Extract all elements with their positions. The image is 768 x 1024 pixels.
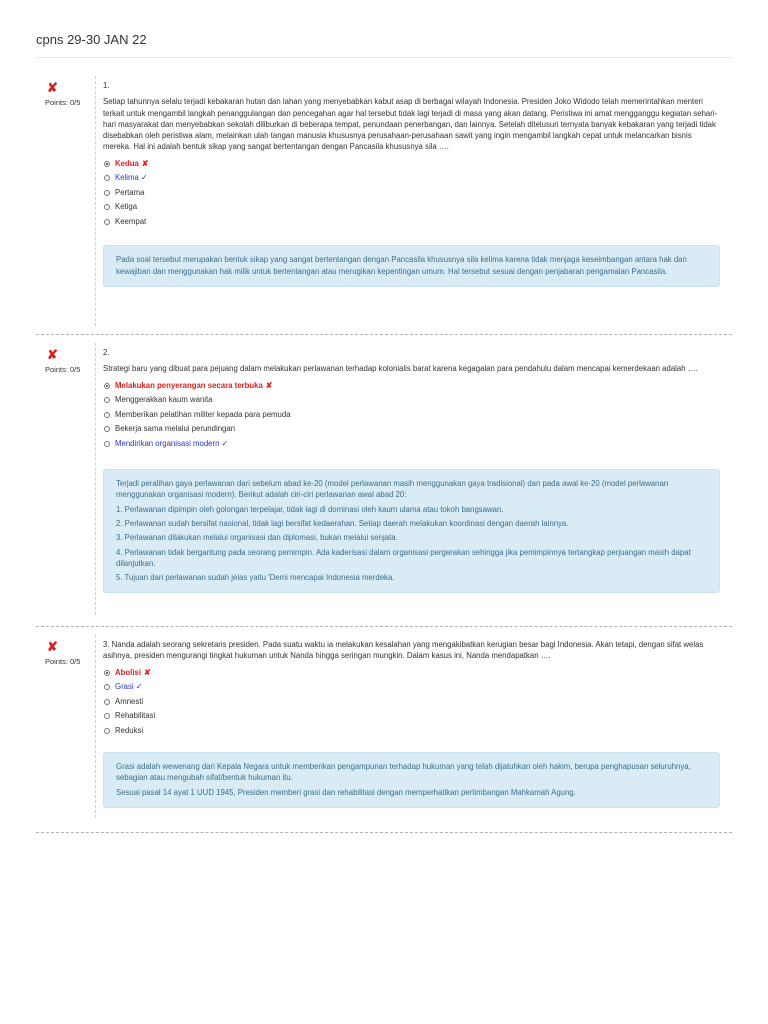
question-text: 3. Nanda adalah seorang sekretaris presiden. Pada suatu waktu ia melakukan kesalahan yang mengakibatkan kerugian besar bagi Indonesia. Akan tetapi, dengan sifat welas asihnya, presiden mengurangi tingkat hukuman untuk Nanda hingga seringan mungkin. Dalam kasus ini, Nanda mendapatkan …. (103, 640, 704, 661)
explanation-paragraph: Pada soal tersebut merupakan bentuk sikap yang sangat bertentangan dengan Pancasila khususnya sila kelima karena tidak menjaga keseimbangan antara hak dan kewajiban dan menggunakan hak milik untuk bertentangan atau merugikan kepentingan umum. Hal tersebut sesuai dengan penjabaran pengamalan Pancasila. (116, 255, 687, 276)
explanation-paragraph: 5. Tujuan dari perlawanan sudah jelas yaitu 'Demi mencapai Indonesia merdeka. (116, 573, 395, 583)
question-text: Strategi baru yang dibuat para pejuang dalam melakukan perlawanan terhadap kolonialis barat karena kegagalan para pendahulu dalam mencapai kemerdekaan adalah …. (103, 364, 698, 374)
answer-options (103, 157, 720, 230)
question-body (103, 639, 720, 808)
option-label: Menggerakkan kaum wanita (115, 395, 213, 405)
radio-icon[interactable] (104, 190, 110, 196)
answer-option[interactable] (103, 680, 720, 695)
incorrect-icon: ✘ (47, 347, 58, 362)
answer-explanation (103, 245, 720, 287)
wrong-answer-icon: ✘ (265, 380, 273, 390)
option-label: Bekerja sama melalui perundingan (115, 424, 236, 434)
question-separator (36, 832, 732, 833)
option-label: Rehabilitasi (115, 711, 156, 721)
answer-option[interactable] (103, 695, 720, 710)
answer-option[interactable] (103, 666, 720, 681)
radio-icon[interactable] (104, 397, 110, 403)
radio-selected-icon[interactable] (104, 161, 110, 167)
option-label: Abolisi (115, 667, 141, 677)
answer-option[interactable] (103, 422, 720, 437)
points-label: Points: 0/5 (45, 98, 81, 107)
answer-option[interactable] (103, 186, 720, 201)
question-body (103, 80, 720, 287)
points-label: Points: 0/5 (45, 365, 81, 374)
answer-option[interactable] (103, 408, 720, 423)
top-divider (36, 57, 732, 58)
question-divider (95, 76, 96, 326)
radio-selected-icon[interactable] (104, 383, 110, 389)
answer-explanation (103, 752, 720, 808)
points-label: Points: 0/5 (45, 657, 81, 666)
option-label: Memberikan pelatihan militer kepada para pemuda (115, 409, 291, 419)
option-label: Mendirikan organisasi modern (115, 438, 220, 448)
question-text: Setiap tahunnya selalu terjadi kebakaran hutan dan lahan yang menyebabkan kabut asap di berbagai wilayah Indonesia. Presiden Joko Widodo telah memerintahkan menteri terkait untuk mengambil langkah penanggulangan dan pencegahan agar hal tersebut tidak lagi terjadi di masa yang akan datang. Peristiwa ini amat mengganggu kegiatan sehari-hari masyarakat dan menyebabkan sekolah diliburkan di beberapa tempat, penundaan penerbangan, dan lainnya. Setelah ditelusuri ternyata banyak kebakaran yang terjadi tidak disebabkan oleh peristiwa alam, melainkan ulah tangan manusia khususnya perusahaan-perusahaan sawit yang ingin mengambil langkah cepat untuk melancarkan bisnis mereka. Hal ini adalah bentuk sikap yang sangat bertentangan dengan Pancasila khususnya sila …. (103, 97, 718, 152)
answer-option[interactable] (103, 157, 720, 172)
correct-answer-icon: ✓ (221, 438, 228, 448)
answer-option[interactable] (103, 393, 720, 408)
explanation-paragraph: 1. Perlawanan dipimpin oleh golongan terpelajar, tidak lagi di dominasi oleh kaum ulama atau tokoh bangsawan. (116, 504, 504, 514)
answer-option[interactable] (103, 171, 720, 186)
answer-option[interactable] (103, 724, 720, 739)
question-number: 2. (103, 348, 110, 357)
wrong-answer-icon: ✘ (144, 667, 151, 677)
radio-selected-icon[interactable] (104, 670, 110, 676)
option-label: Amnesti (115, 696, 144, 706)
answer-options (103, 666, 720, 739)
explanation-paragraph: 2. Perlawanan sudah bersifat nasional, tidak lagi bersifat kedaerahan. Setiap daerah melakukan koordinasi dengan daerah lainnya. (116, 518, 569, 528)
radio-icon[interactable] (104, 441, 110, 447)
question-1 (36, 80, 732, 332)
radio-icon[interactable] (104, 426, 110, 432)
radio-icon[interactable] (104, 204, 110, 210)
option-label: Pertama (115, 187, 145, 197)
answer-explanation (103, 469, 720, 593)
explanation-paragraph: Sesuai pasal 14 ayat 1 UUD 1945, Presiden memberi grasi dan rehabilitasi dengan memperhatikan pertimbangan Mahkamah Agung. (116, 787, 576, 797)
option-label: Melakukan penyerangan secara terbuka (115, 380, 263, 390)
wrong-answer-icon: ✘ (141, 158, 149, 168)
radio-icon[interactable] (104, 728, 110, 734)
question-3 (36, 639, 732, 824)
option-label: Kedua (115, 158, 139, 168)
question-separator (36, 626, 732, 627)
radio-icon[interactable] (104, 175, 110, 181)
incorrect-icon: ✘ (47, 639, 58, 654)
radio-icon[interactable] (104, 713, 110, 719)
answer-option[interactable] (103, 200, 720, 215)
answer-option[interactable] (103, 709, 720, 724)
question-number: 1. (103, 81, 110, 90)
explanation-paragraph: Terjadi peralihan gaya perlawanan dari sebelum abad ke-20 (model perlawanan masih menggunakan gaya tradisional) dan pada awal ke-20 (model perlawanan menggunakan organisasi modern). Berikut adalah ciri-ciri perlawanan awal abad 20: (116, 479, 669, 500)
radio-icon[interactable] (104, 219, 110, 225)
page-title: cpns 29-30 JAN 22 (36, 32, 147, 47)
question-2 (36, 347, 732, 622)
option-label: Grasi (115, 682, 134, 692)
explanation-paragraph: 3. Perlawanan dilakukan melalui organisasi dan diplomasi, bukan melalui senjata. (116, 533, 398, 543)
incorrect-icon: ✘ (47, 80, 58, 95)
option-label: Ketiga (115, 202, 138, 212)
answer-option[interactable] (103, 215, 720, 230)
question-separator (36, 334, 732, 335)
option-label: Reduksi (115, 725, 144, 735)
radio-icon[interactable] (104, 412, 110, 418)
radio-icon[interactable] (104, 684, 110, 690)
answer-option[interactable] (103, 379, 720, 394)
question-divider (95, 343, 96, 615)
question-body (103, 347, 720, 593)
radio-icon[interactable] (104, 699, 110, 705)
answer-options (103, 379, 720, 452)
correct-answer-icon: ✓ (135, 682, 143, 692)
question-divider (95, 635, 96, 818)
option-label: Kelima (115, 173, 139, 183)
answer-option[interactable] (103, 437, 720, 452)
explanation-paragraph: 4. Perlawanan tidak bergantung pada seorang pemimpin. Ada kaderisasi dalam organisasi pergerakan sehingga jika pemimpinnya tertangkap perjuangan masih dapat dilanjutkan. (116, 547, 691, 568)
correct-answer-icon: ✓ (140, 173, 148, 183)
option-label: Keempat (115, 216, 147, 226)
explanation-paragraph: Grasi adalah wewenang dari Kepala Negara untuk memberikan pengampunan terhadap hukuman yang telah dijatuhkan oleh hakim, berupa penghapusan seluruhnya, sebagian atau mengubah sifat/bentuk hukuman itu. (116, 762, 691, 783)
